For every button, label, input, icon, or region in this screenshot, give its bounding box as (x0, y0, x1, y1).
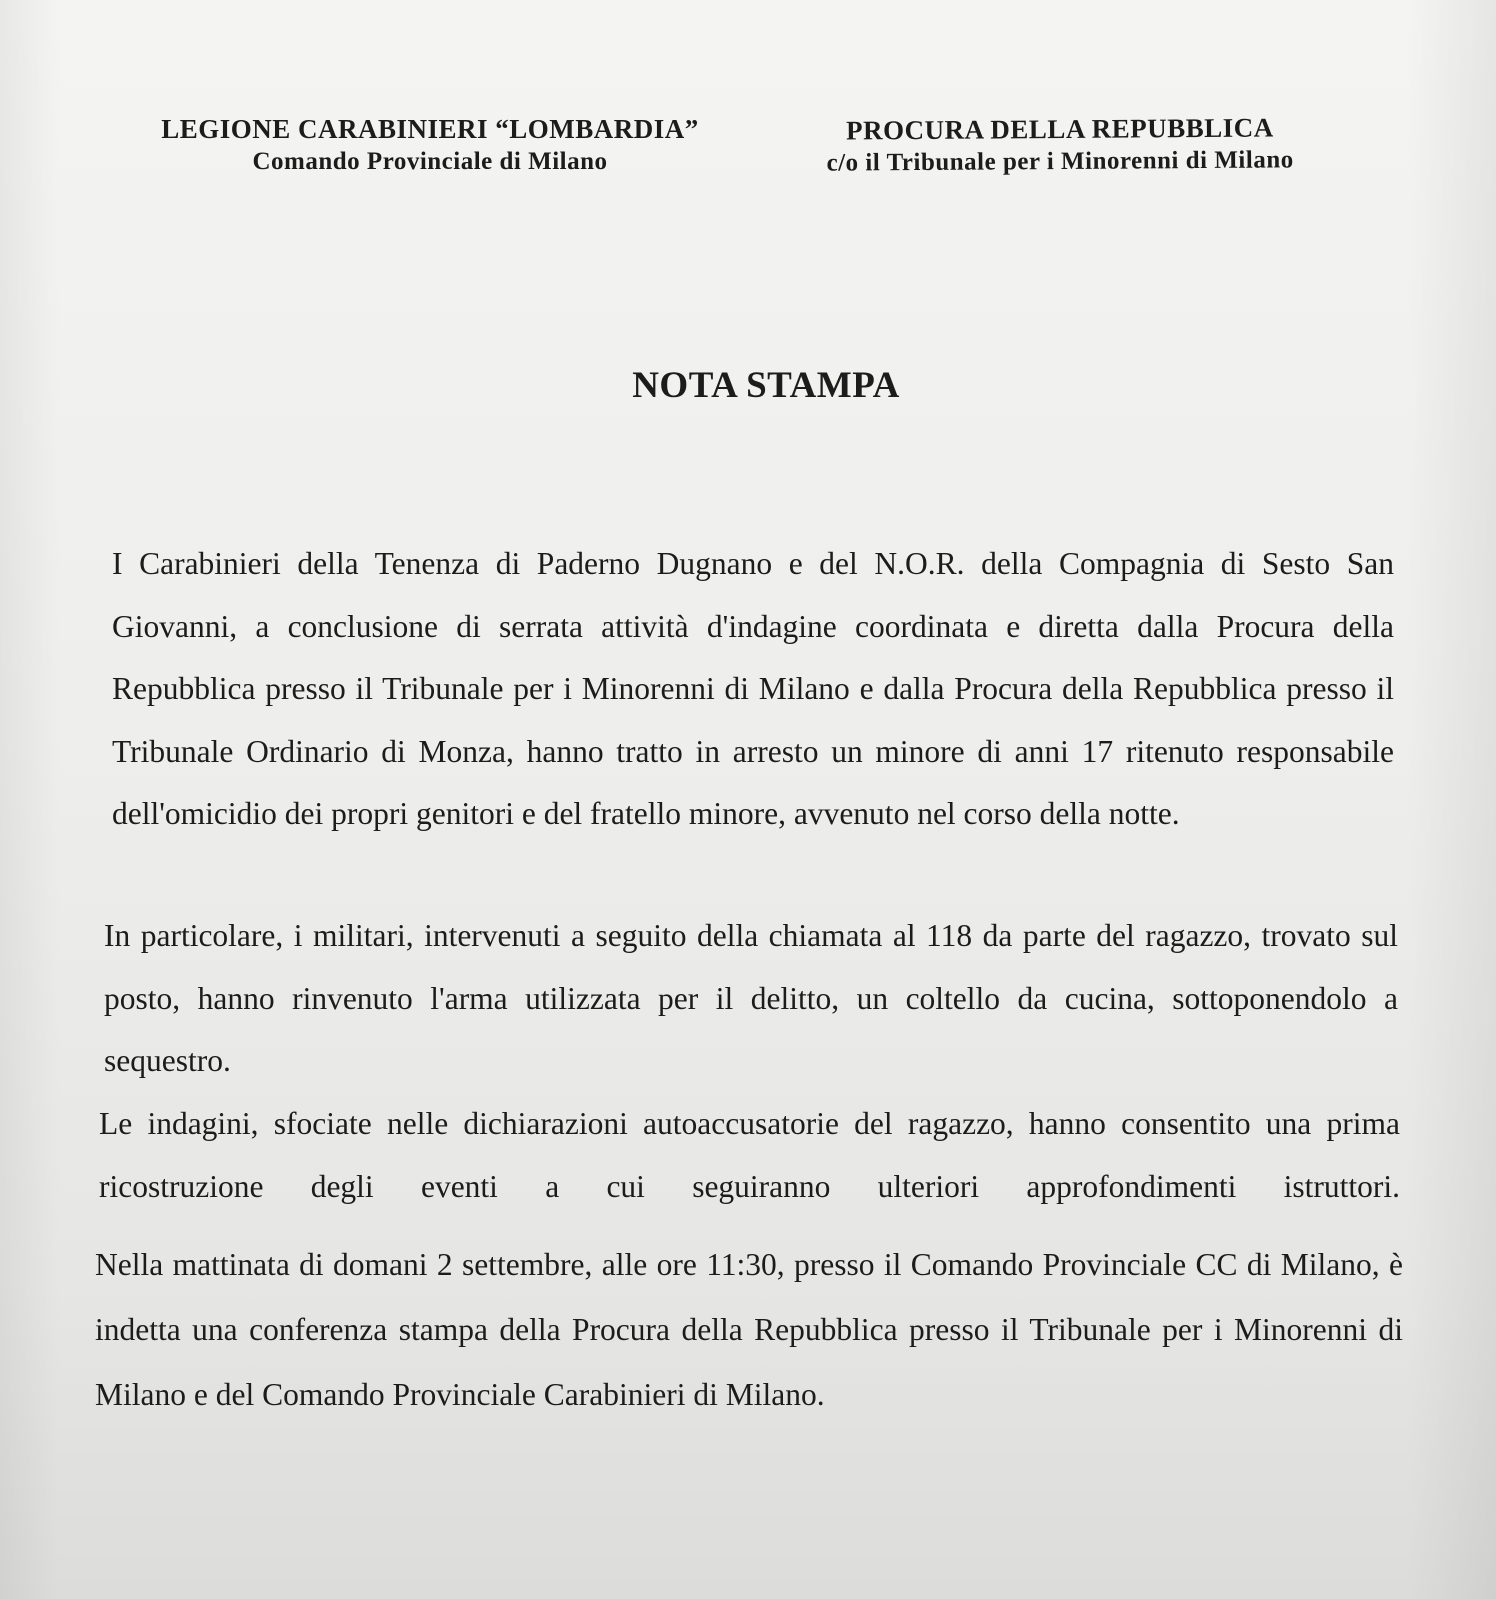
header-left-line2: Comando Provinciale di Milano (252, 148, 608, 175)
header-procura (770, 110, 1350, 180)
paragraph-1: I Carabinieri della Tenenza di Paderno Dugnano e del N.O.R. della Compagnia di Sesto San Giovanni, a conclusione di serrata attività d'indagine coordinata e diretta dalla Procura della Repubblica presso il Tribunale per i Minorenni di Milano e dalla Procura della Repubblica presso il Tribunale Ordinario di Monza, hanno tratto in arresto un minore di anni 17 ritenuto responsabile dell'omicidio dei propri genitori e del fratello minore, avvenuto nel corso della notte. (112, 546, 1394, 831)
header-right-line1: PROCURA DELLA REPUBBLICA (846, 112, 1274, 146)
document-title: NOTA STAMPA (632, 365, 900, 406)
paragraph-4: Nella mattinata di domani 2 settembre, alle ore 11:30, presso il Comando Provinciale CC di Milano, è indetta una conferenza stampa della Procura della Repubblica presso il Tribunale per i Minorenni di Milano e del Comando Provinciale Carabinieri di Milano. (95, 1247, 1403, 1412)
header-carabinieri (120, 112, 740, 178)
paragraph-3: Le indagini, sfociate nelle dichiarazioni autoaccusatorie del ragazzo, hanno consentito una prima ricostruzione degli eventi a cui seguiranno ulteriori approfondimenti istruttori. (99, 1106, 1400, 1204)
header-left-line1: LEGIONE CARABINIERI “LOMBARDIA” (161, 114, 699, 144)
header-right-line2: c/o il Tribunale per i Minorenni di Milano (826, 146, 1294, 177)
paragraph-2: In particolare, i militari, intervenuti a seguito della chiamata al 118 da parte del ragazzo, trovato sul posto, hanno rinvenuto l'arma utilizzata per il delitto, un coltello da cucina, sottoponendolo a sequestro. (104, 918, 1398, 1078)
